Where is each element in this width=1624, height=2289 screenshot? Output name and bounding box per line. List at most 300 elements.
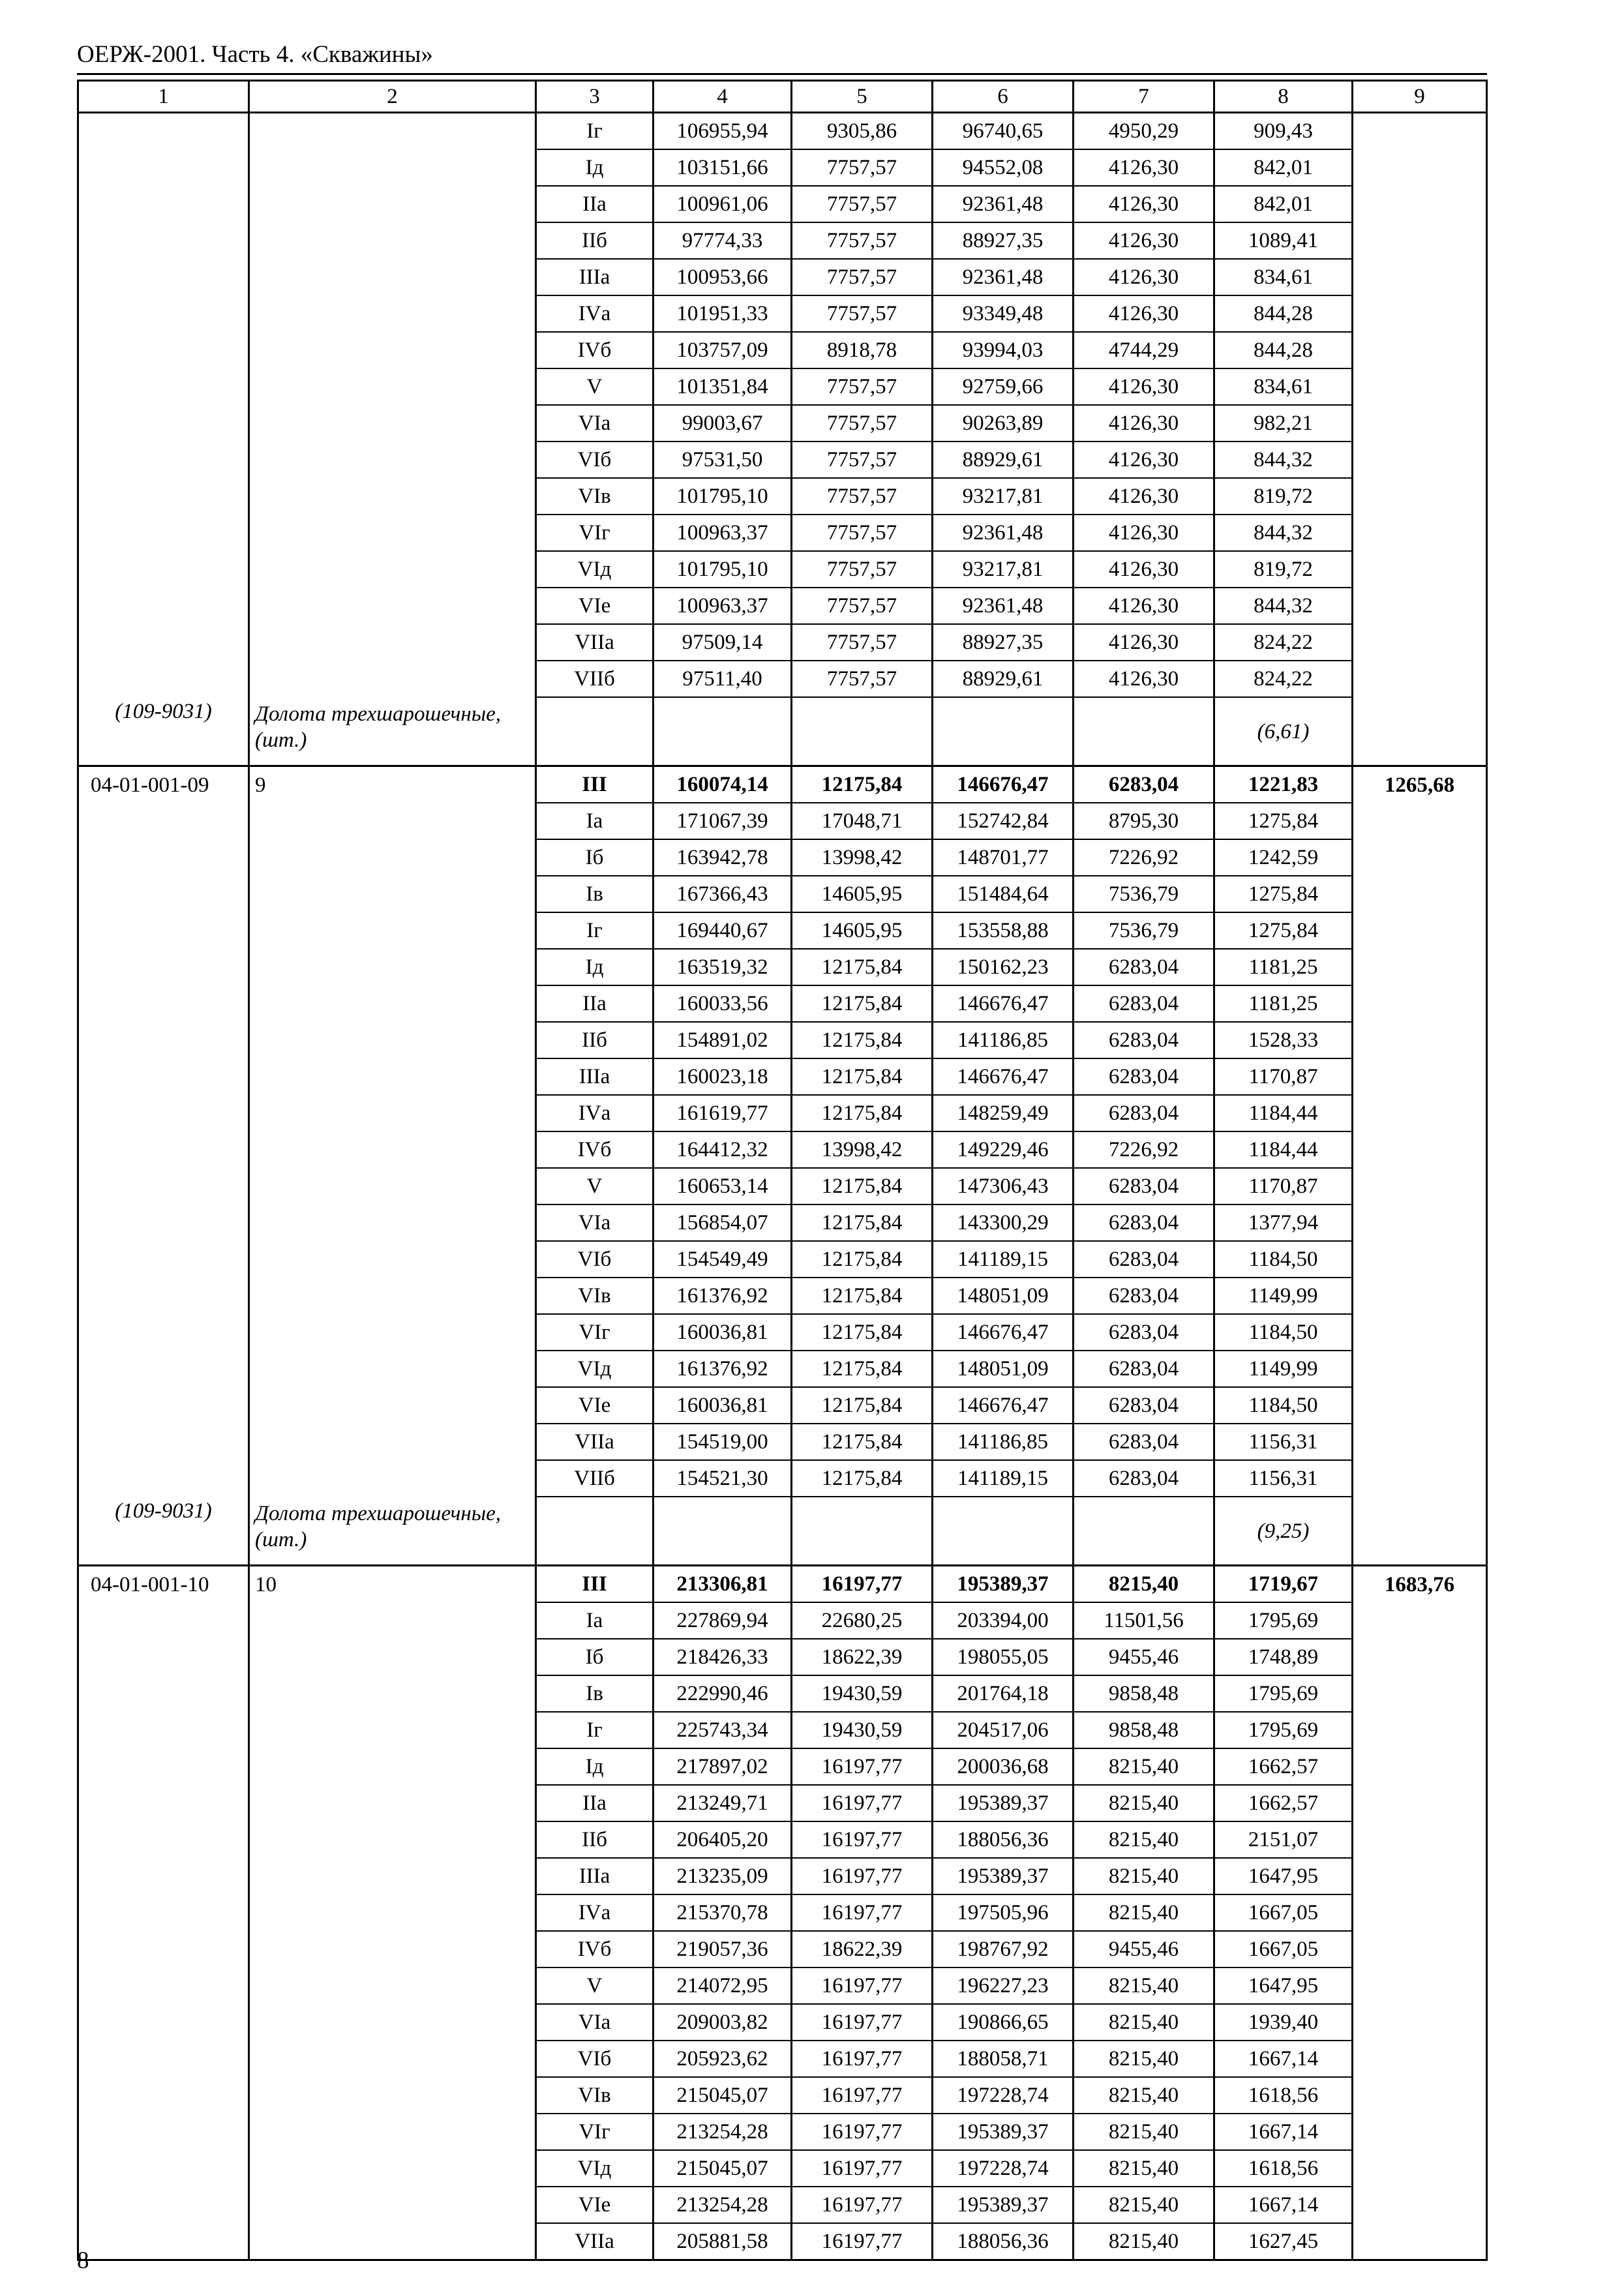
table-row — [78, 1058, 1487, 1095]
materials-cost: 1667,05 — [1214, 1894, 1353, 1931]
table-row — [78, 2114, 1487, 2150]
empty-cell — [1074, 697, 1214, 766]
rate-number — [249, 1278, 536, 1314]
table-row — [78, 1204, 1487, 1241]
rate-number — [249, 1858, 536, 1894]
labor-cost — [1353, 1058, 1487, 1095]
rate-number — [249, 1168, 536, 1204]
rate-code — [78, 876, 249, 912]
machine-operation: 195389,37 — [933, 2114, 1074, 2150]
rate-code — [78, 295, 249, 332]
machinist-wages: 8215,40 — [1074, 2187, 1214, 2223]
machinist-wages: 4126,30 — [1074, 478, 1214, 515]
direct-cost: 101795,10 — [654, 551, 792, 588]
zone-index: VIа — [536, 405, 654, 441]
labor-cost — [1353, 1460, 1487, 1497]
labor-cost — [1353, 222, 1487, 259]
rate-code — [78, 949, 249, 985]
rate-code — [78, 1821, 249, 1858]
labor-cost — [1353, 1351, 1487, 1387]
zone-index: IIб — [536, 1022, 654, 1058]
table-row — [78, 1785, 1487, 1821]
machinist-wages: 4126,30 — [1074, 588, 1214, 624]
table-row — [78, 295, 1487, 332]
rate-number — [249, 876, 536, 912]
labor-cost — [1353, 441, 1487, 478]
rate-number — [249, 1022, 536, 1058]
rate-number — [249, 295, 536, 332]
machine-operation: 201764,18 — [933, 1675, 1074, 1712]
rate-code — [78, 1351, 249, 1387]
labor-cost — [1353, 551, 1487, 588]
table-row — [78, 186, 1487, 222]
direct-cost: 156854,07 — [654, 1204, 792, 1241]
machine-operation: 141189,15 — [933, 1460, 1074, 1497]
labor-cost — [1353, 661, 1487, 697]
direct-cost: 154891,02 — [654, 1022, 792, 1058]
zone-index: IIа — [536, 985, 654, 1022]
rate-code — [78, 1712, 249, 1748]
zone-index: VIб — [536, 441, 654, 478]
wages: 18622,39 — [792, 1931, 933, 1967]
wages: 22680,25 — [792, 1602, 933, 1639]
machine-operation: 195389,37 — [933, 1858, 1074, 1894]
zone-index: Iд — [536, 949, 654, 985]
machinist-wages: 4126,30 — [1074, 405, 1214, 441]
labor-cost — [1353, 259, 1487, 295]
wages: 16197,77 — [792, 2004, 933, 2041]
direct-cost: 100963,37 — [654, 515, 792, 551]
labor-cost — [1353, 1967, 1487, 2004]
direct-cost: 213249,71 — [654, 1785, 792, 1821]
zone-index: VIе — [536, 1387, 654, 1424]
rate-number — [249, 149, 536, 186]
machinist-wages: 8215,40 — [1074, 2114, 1214, 2150]
rate-code — [78, 1894, 249, 1931]
materials-cost: 2151,07 — [1214, 1821, 1353, 1858]
zone-index: Iг — [536, 912, 654, 949]
direct-cost: 161376,92 — [654, 1278, 792, 1314]
zone-index: VIб — [536, 1241, 654, 1278]
machinist-wages: 6283,04 — [1074, 1204, 1214, 1241]
machinist-wages: 8215,40 — [1074, 1748, 1214, 1785]
rate-number — [249, 2223, 536, 2260]
wages: 19430,59 — [792, 1712, 933, 1748]
table-row — [78, 113, 1487, 150]
machinist-wages: 6283,04 — [1074, 1058, 1214, 1095]
wages: 16197,77 — [792, 1748, 933, 1785]
machinist-wages: 8215,40 — [1074, 1894, 1214, 1931]
zone-index: IVб — [536, 1131, 654, 1168]
wages: 7757,57 — [792, 551, 933, 588]
machine-operation: 198767,92 — [933, 1931, 1074, 1967]
machine-operation: 146676,47 — [933, 1387, 1074, 1424]
materials-cost: 844,28 — [1214, 332, 1353, 368]
machinist-wages: 8215,40 — [1074, 2223, 1214, 2260]
empty-cell — [1353, 1497, 1487, 1566]
table-row — [78, 803, 1487, 839]
wages: 7757,57 — [792, 588, 933, 624]
machine-operation: 88929,61 — [933, 441, 1074, 478]
materials-cost: 1667,14 — [1214, 2114, 1353, 2150]
labor-cost — [1353, 186, 1487, 222]
machinist-wages: 4126,30 — [1074, 149, 1214, 186]
materials-cost: 1939,40 — [1214, 2004, 1353, 2041]
zone-index: VIIб — [536, 1460, 654, 1497]
materials-cost: 1149,99 — [1214, 1351, 1353, 1387]
wages: 16197,77 — [792, 2041, 933, 2077]
column-number-row — [78, 81, 1487, 113]
machine-operation: 148259,49 — [933, 1095, 1074, 1131]
rate-code — [78, 661, 249, 697]
machinist-wages: 8215,40 — [1074, 2077, 1214, 2114]
materials-cost: 1184,50 — [1214, 1314, 1353, 1351]
materials-cost: 1647,95 — [1214, 1967, 1353, 2004]
labor-cost — [1353, 113, 1487, 150]
direct-cost: 160036,81 — [654, 1387, 792, 1424]
rate-number — [249, 949, 536, 985]
labor-cost — [1353, 515, 1487, 551]
materials-cost: 842,01 — [1214, 186, 1353, 222]
rate-code — [78, 1278, 249, 1314]
machinist-wages: 4950,29 — [1074, 113, 1214, 150]
direct-cost: 154521,30 — [654, 1460, 792, 1497]
rate-code — [78, 839, 249, 876]
rate-number — [249, 478, 536, 515]
zone-index: IIб — [536, 222, 654, 259]
rate-number — [249, 2187, 536, 2223]
rate-code — [78, 803, 249, 839]
machinist-wages: 4126,30 — [1074, 441, 1214, 478]
table-row — [78, 1712, 1487, 1748]
labor-cost — [1353, 1095, 1487, 1131]
rate-code — [78, 1314, 249, 1351]
empty-cell — [536, 697, 654, 766]
machinist-wages: 7226,92 — [1074, 1131, 1214, 1168]
materials-cost: 1184,44 — [1214, 1131, 1353, 1168]
rate-number — [249, 2041, 536, 2077]
direct-cost: 205881,58 — [654, 2223, 792, 2260]
materials-cost: 1662,57 — [1214, 1748, 1353, 1785]
rate-number: 10 — [249, 1566, 536, 1603]
rate-number — [249, 113, 536, 150]
zone-index: IVа — [536, 1095, 654, 1131]
wages: 16197,77 — [792, 1894, 933, 1931]
table-row — [78, 1131, 1487, 1168]
materials-cost: 1618,56 — [1214, 2077, 1353, 2114]
rate-code — [78, 624, 249, 661]
labor-cost — [1353, 1022, 1487, 1058]
zone-index: Iг — [536, 1712, 654, 1748]
empty-cell — [654, 1497, 792, 1566]
zone-index: Iд — [536, 149, 654, 186]
rate-code — [78, 985, 249, 1022]
labor-cost — [1353, 1639, 1487, 1675]
wages: 16197,77 — [792, 1566, 933, 1603]
rate-code — [78, 2004, 249, 2041]
rate-code — [78, 1460, 249, 1497]
labor-cost — [1353, 1424, 1487, 1460]
zone-index: Iа — [536, 803, 654, 839]
rate-code — [78, 1639, 249, 1675]
direct-cost: 161619,77 — [654, 1095, 792, 1131]
materials-cost: 1528,33 — [1214, 1022, 1353, 1058]
machinist-wages: 4126,30 — [1074, 259, 1214, 295]
direct-cost: 213254,28 — [654, 2187, 792, 2223]
rate-code — [78, 222, 249, 259]
column-number: 2 — [249, 81, 536, 113]
materials-cost: 1627,45 — [1214, 2223, 1353, 2260]
table-row — [78, 1931, 1487, 1967]
direct-cost: 154519,00 — [654, 1424, 792, 1460]
zone-index: VIIа — [536, 1424, 654, 1460]
wages: 7757,57 — [792, 441, 933, 478]
zone-index: IVб — [536, 332, 654, 368]
direct-cost: 213306,81 — [654, 1566, 792, 1603]
labor-cost — [1353, 1858, 1487, 1894]
machine-operation: 188056,36 — [933, 1821, 1074, 1858]
rate-number — [249, 912, 536, 949]
labor-cost — [1353, 1204, 1487, 1241]
rate-code — [78, 1858, 249, 1894]
labor-cost — [1353, 949, 1487, 985]
column-number: 5 — [792, 81, 933, 113]
material-row — [78, 1497, 1487, 1566]
direct-cost: 171067,39 — [654, 803, 792, 839]
direct-cost: 100961,06 — [654, 186, 792, 222]
rate-number — [249, 2077, 536, 2114]
table-row — [78, 839, 1487, 876]
table-row — [78, 949, 1487, 985]
materials-cost: 1618,56 — [1214, 2150, 1353, 2187]
machinist-wages: 6283,04 — [1074, 1241, 1214, 1278]
rate-number — [249, 2150, 536, 2187]
rate-code — [78, 1967, 249, 2004]
materials-cost: 819,72 — [1214, 551, 1353, 588]
material-quantity: (6,61) — [1214, 697, 1353, 766]
zone-index: VIе — [536, 588, 654, 624]
rate-code: 04-01-001-10 — [78, 1566, 249, 1603]
zone-index: IVа — [536, 295, 654, 332]
direct-cost: 213254,28 — [654, 2114, 792, 2150]
table-row — [78, 2150, 1487, 2187]
materials-cost: 1667,05 — [1214, 1931, 1353, 1967]
machinist-wages: 7536,79 — [1074, 912, 1214, 949]
empty-cell — [654, 697, 792, 766]
machine-operation: 143300,29 — [933, 1204, 1074, 1241]
machine-operation: 141189,15 — [933, 1241, 1074, 1278]
machine-operation: 195389,37 — [933, 2187, 1074, 2223]
table-row — [78, 515, 1487, 551]
machinist-wages: 4126,30 — [1074, 624, 1214, 661]
materials-cost: 1221,83 — [1214, 766, 1353, 803]
direct-cost: 160074,14 — [654, 766, 792, 803]
wages: 12175,84 — [792, 1204, 933, 1241]
materials-cost: 909,43 — [1214, 113, 1353, 150]
machinist-wages: 7226,92 — [1074, 839, 1214, 876]
machine-operation: 197228,74 — [933, 2077, 1074, 2114]
table-row — [78, 1241, 1487, 1278]
rate-number — [249, 1131, 536, 1168]
zone-index: Iд — [536, 1748, 654, 1785]
rate-number — [249, 1058, 536, 1095]
rate-number — [249, 1204, 536, 1241]
direct-cost: 160653,14 — [654, 1168, 792, 1204]
wages: 16197,77 — [792, 1967, 933, 2004]
table-row — [78, 766, 1487, 803]
direct-cost: 100963,37 — [654, 588, 792, 624]
machinist-wages: 9858,48 — [1074, 1675, 1214, 1712]
zone-index: VIг — [536, 2114, 654, 2150]
rate-code — [78, 1204, 249, 1241]
rate-number — [249, 1424, 536, 1460]
table-row — [78, 588, 1487, 624]
machinist-wages: 8215,40 — [1074, 2004, 1214, 2041]
rate-code — [78, 1168, 249, 1204]
rate-number — [249, 332, 536, 368]
machine-operation: 146676,47 — [933, 985, 1074, 1022]
materials-cost: 1170,87 — [1214, 1168, 1353, 1204]
machine-operation: 149229,46 — [933, 1131, 1074, 1168]
rate-number — [249, 2114, 536, 2150]
materials-cost: 1184,44 — [1214, 1095, 1353, 1131]
machinist-wages: 6283,04 — [1074, 1278, 1214, 1314]
wages: 16197,77 — [792, 1785, 933, 1821]
machine-operation: 147306,43 — [933, 1168, 1074, 1204]
labor-cost — [1353, 1931, 1487, 1967]
zone-index: VIIа — [536, 624, 654, 661]
rate-code — [78, 478, 249, 515]
table-row — [78, 149, 1487, 186]
zone-index: V — [536, 368, 654, 405]
machinist-wages: 6283,04 — [1074, 766, 1214, 803]
wages: 7757,57 — [792, 186, 933, 222]
direct-cost: 227869,94 — [654, 1602, 792, 1639]
rate-code — [78, 1095, 249, 1131]
machine-operation: 92759,66 — [933, 368, 1074, 405]
machinist-wages: 8215,40 — [1074, 1785, 1214, 1821]
labor-cost — [1353, 2223, 1487, 2260]
wages: 12175,84 — [792, 1387, 933, 1424]
rates-table — [77, 80, 1488, 2261]
wages: 16197,77 — [792, 2150, 933, 2187]
zone-index: Iв — [536, 1675, 654, 1712]
rate-number — [249, 515, 536, 551]
labor-cost — [1353, 1894, 1487, 1931]
rate-code — [78, 332, 249, 368]
wages: 16197,77 — [792, 1858, 933, 1894]
labor-cost — [1353, 1131, 1487, 1168]
machinist-wages: 6283,04 — [1074, 1387, 1214, 1424]
rate-code — [78, 551, 249, 588]
machine-operation: 88929,61 — [933, 661, 1074, 697]
zone-index: IIб — [536, 1821, 654, 1858]
rate-number — [249, 1894, 536, 1931]
labor-cost — [1353, 1748, 1487, 1785]
materials-cost: 1089,41 — [1214, 222, 1353, 259]
rate-number — [249, 1387, 536, 1424]
labor-cost — [1353, 405, 1487, 441]
zone-index: VIд — [536, 551, 654, 588]
labor-cost — [1353, 2041, 1487, 2077]
zone-index: VIб — [536, 2041, 654, 2077]
wages: 12175,84 — [792, 1424, 933, 1460]
zone-index: IIа — [536, 186, 654, 222]
table-row — [78, 1095, 1487, 1131]
zone-index: V — [536, 1168, 654, 1204]
header-rule — [77, 73, 1487, 75]
materials-cost: 1156,31 — [1214, 1424, 1353, 1460]
column-number: 6 — [933, 81, 1074, 113]
labor-cost: 1265,68 — [1353, 766, 1487, 803]
machine-operation: 188058,71 — [933, 2041, 1074, 2077]
machinist-wages: 8215,40 — [1074, 1566, 1214, 1603]
machinist-wages: 4744,29 — [1074, 332, 1214, 368]
wages: 16197,77 — [792, 2223, 933, 2260]
table-row — [78, 2187, 1487, 2223]
zone-index: VIв — [536, 2077, 654, 2114]
wages: 7757,57 — [792, 259, 933, 295]
machinist-wages: 4126,30 — [1074, 222, 1214, 259]
direct-cost: 215370,78 — [654, 1894, 792, 1931]
rate-number — [249, 1351, 536, 1387]
labor-cost — [1353, 1387, 1487, 1424]
direct-cost: 160033,56 — [654, 985, 792, 1022]
zone-index: IIа — [536, 1785, 654, 1821]
running-header: ОЕРЖ-2001. Часть 4. «Скважины» — [77, 41, 433, 68]
wages: 13998,42 — [792, 839, 933, 876]
zone-index: VIа — [536, 2004, 654, 2041]
empty-cell — [933, 697, 1074, 766]
empty-cell — [933, 1497, 1074, 1566]
machine-operation: 195389,37 — [933, 1785, 1074, 1821]
zone-index: III — [536, 766, 654, 803]
table-row — [78, 1748, 1487, 1785]
table-row — [78, 332, 1487, 368]
rate-number — [249, 1095, 536, 1131]
direct-cost: 218426,33 — [654, 1639, 792, 1675]
wages: 7757,57 — [792, 222, 933, 259]
zone-index: VIа — [536, 1204, 654, 1241]
wages: 16197,77 — [792, 2114, 933, 2150]
machine-operation: 203394,00 — [933, 1602, 1074, 1639]
empty-cell — [536, 1497, 654, 1566]
zone-index: VIг — [536, 515, 654, 551]
rate-number — [249, 1639, 536, 1675]
wages: 7757,57 — [792, 295, 933, 332]
zone-index: Iб — [536, 839, 654, 876]
materials-cost: 1667,14 — [1214, 2041, 1353, 2077]
machinist-wages: 8795,30 — [1074, 803, 1214, 839]
machinist-wages: 6283,04 — [1074, 1460, 1214, 1497]
rate-code — [78, 441, 249, 478]
table-row — [78, 1894, 1487, 1931]
material-code: (109-9031) — [78, 697, 249, 766]
direct-cost: 101795,10 — [654, 478, 792, 515]
zone-index: IIIа — [536, 259, 654, 295]
wages: 16197,77 — [792, 2187, 933, 2223]
machinist-wages: 4126,30 — [1074, 368, 1214, 405]
machine-operation: 204517,06 — [933, 1712, 1074, 1748]
labor-cost — [1353, 1278, 1487, 1314]
direct-cost: 103151,66 — [654, 149, 792, 186]
materials-cost: 819,72 — [1214, 478, 1353, 515]
labor-cost — [1353, 624, 1487, 661]
machine-operation: 92361,48 — [933, 515, 1074, 551]
zone-index: VIIб — [536, 661, 654, 697]
materials-cost: 1748,89 — [1214, 1639, 1353, 1675]
labor-cost — [1353, 332, 1487, 368]
